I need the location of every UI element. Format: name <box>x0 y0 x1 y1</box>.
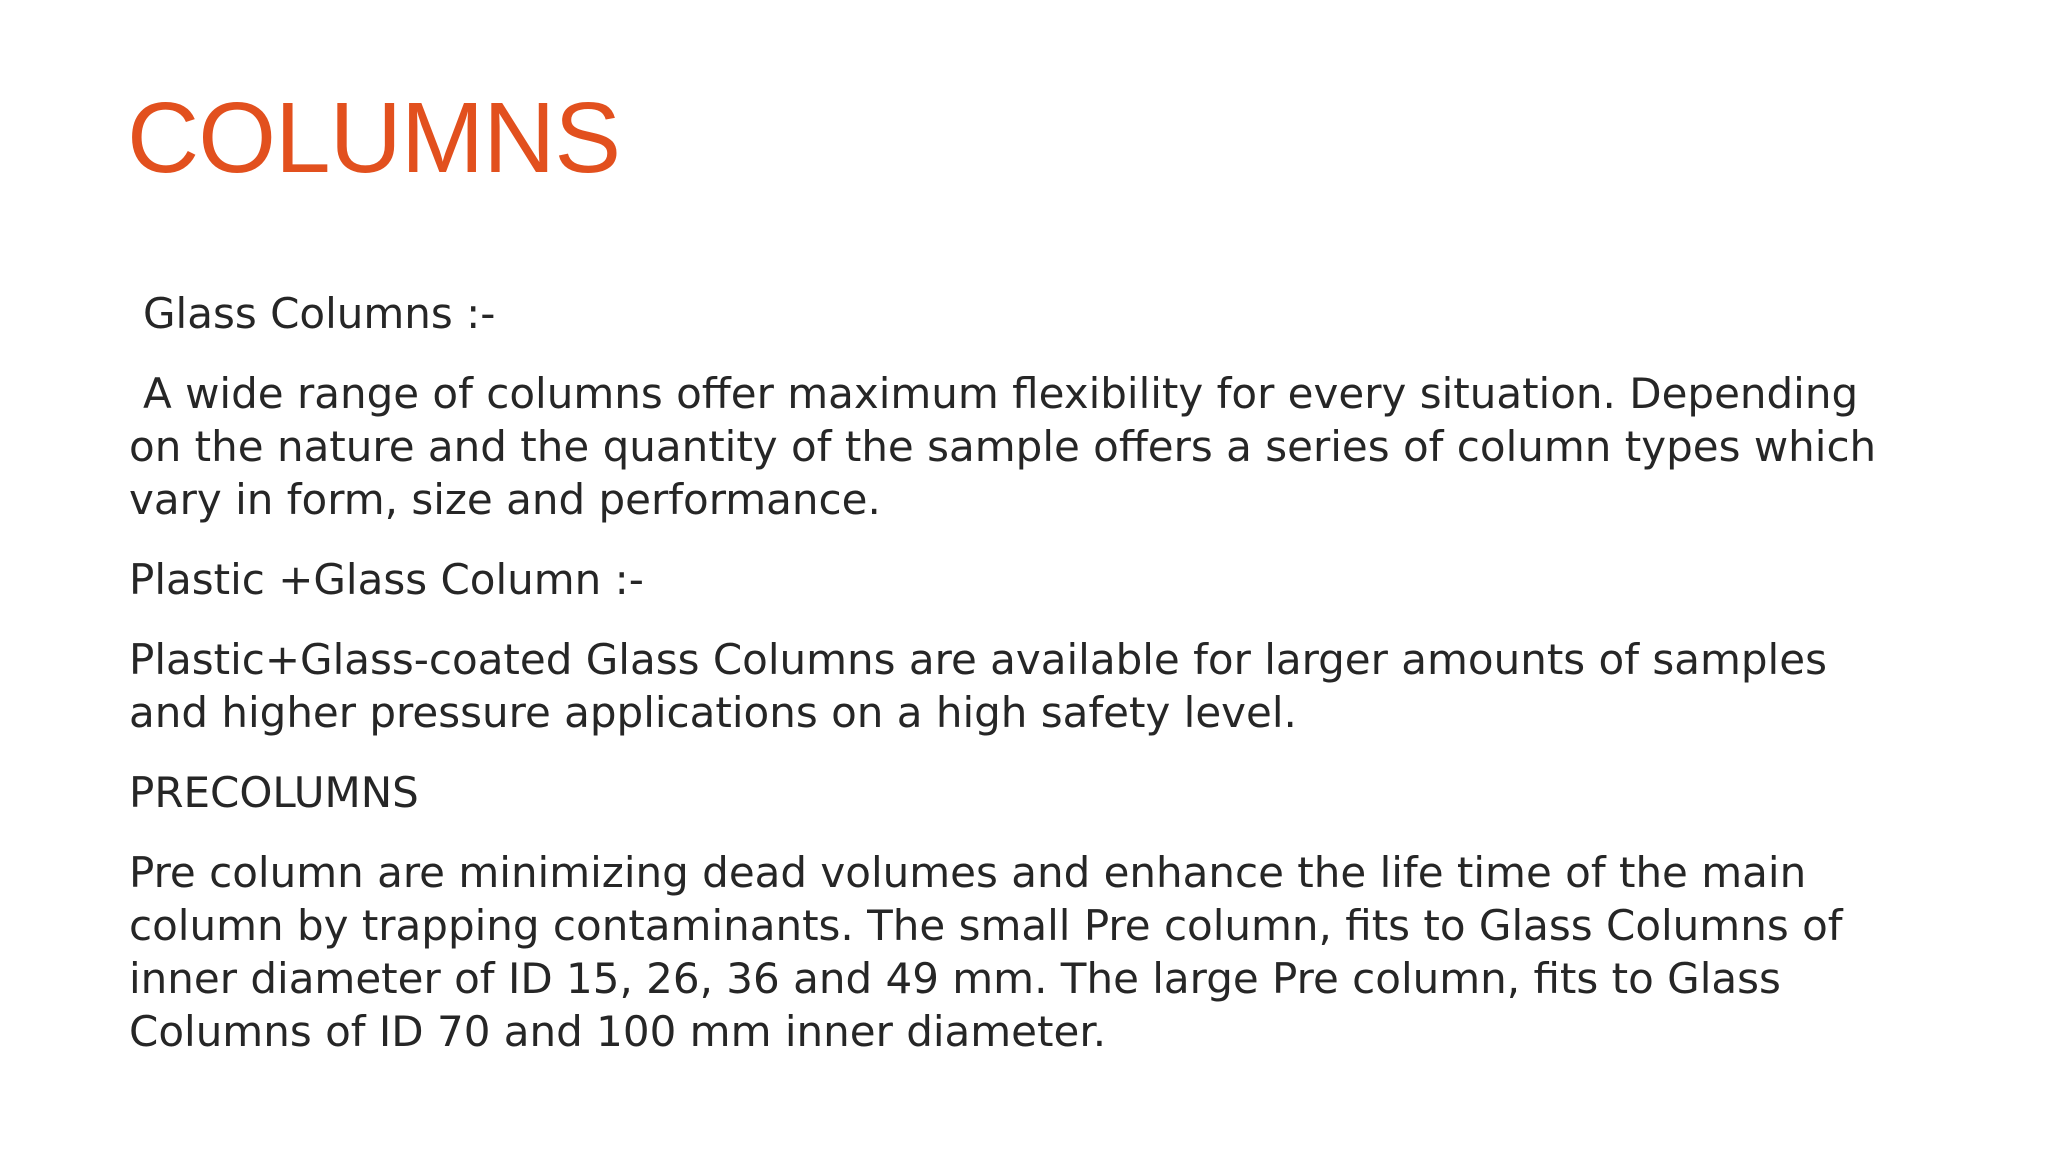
precolumns-description: Pre column are minimizing dead volumes and enhance the life time of the main column by trapping contaminants. The small Pre column, fits to Glass Columns of inner diameter of ID 15, 26, 36 and 49 mm. The large Pre column, fits to Glass Columns of ID 70 and 100 mm inner diameter. <box>129 848 1843 1056</box>
plastic-glass-column-heading: Plastic +Glass Column :- <box>129 555 644 604</box>
precolumns-heading: PRECOLUMNS <box>129 768 419 817</box>
slide-title: COLUMNS <box>127 82 621 194</box>
plastic-glass-column-description: Plastic+Glass-coated Glass Columns are available for larger amounts of samples and higher pressure applications on a high safety level. <box>129 635 1827 737</box>
glass-columns-description <box>129 367 1919 526</box>
glass-columns-description-text: A wide range of columns offer maximum flexibility for every situation. Depending on the nature and the quantity of the sample offers a series of column types which vary in form, size and performance. <box>129 369 1877 524</box>
slide-body <box>129 287 1919 1085</box>
glass-columns-heading: Glass Columns :- <box>143 289 496 338</box>
